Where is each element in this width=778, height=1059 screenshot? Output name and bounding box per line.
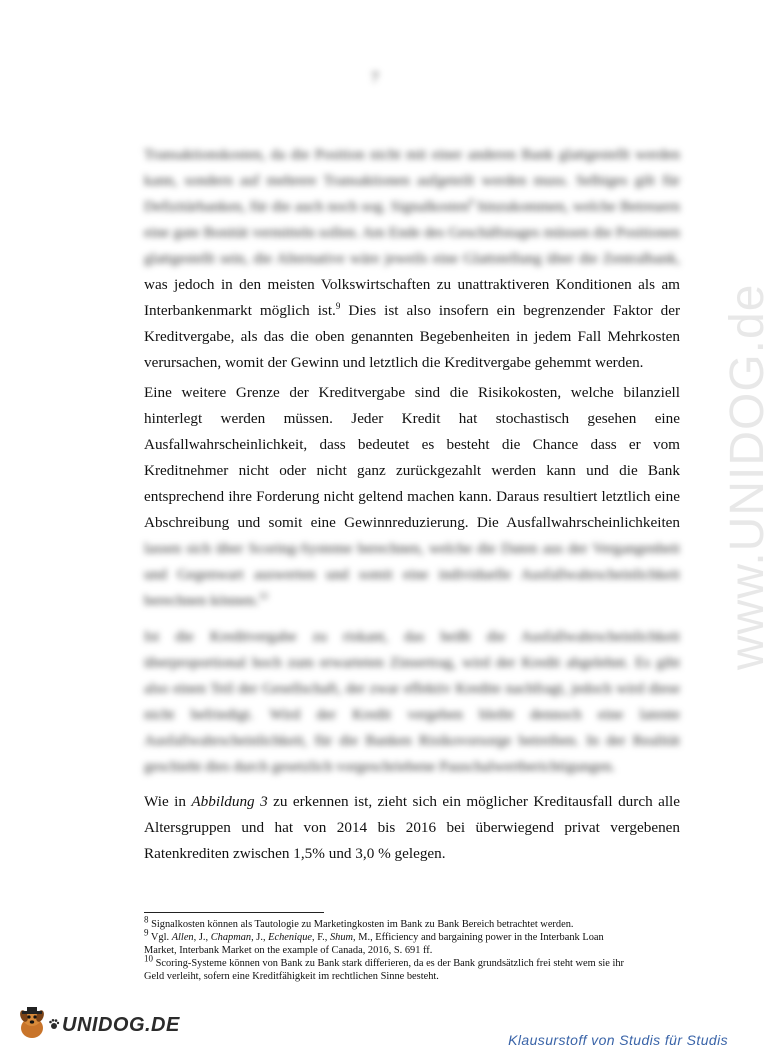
footnote-text: , J., bbox=[193, 932, 211, 943]
text-line: und Gegenwart auswerten und somit eine individuelle Ausfallwahrscheinlichkeit bbox=[144, 566, 680, 583]
text-line: hinterlegt werden müssen. Jeder Kredit hat stochastisch gesehen eine bbox=[144, 410, 680, 427]
footnote-9 bbox=[144, 927, 684, 957]
footnote-separator bbox=[144, 912, 324, 913]
unidog-logo[interactable] bbox=[16, 1006, 180, 1045]
text-line: geschieht dies durch gesetzlich vorgeschriebene Pauschalwertberichtigungen. bbox=[144, 758, 616, 775]
text-fragment: Defizitärbanken, für die auch noch sog. Signalkosten bbox=[144, 198, 470, 215]
text-line bbox=[144, 789, 680, 815]
footnote-text: Market, Interbank Market on the example of Canada, 2016, S. 691 ff. bbox=[144, 945, 433, 956]
footnote-number: 8 bbox=[144, 914, 149, 925]
footnote-text: Scoring-Systeme können von Bank zu Bank stark differieren, da es der Bank grundsätzlich frei steht wem sie ihr bbox=[153, 958, 625, 969]
footnote-8 bbox=[144, 914, 684, 931]
logo-text: UNIDOG.DE bbox=[62, 1014, 180, 1036]
footer-slogan: Klausurstoff von Studis für Studis bbox=[508, 1032, 728, 1048]
text-line: Kreditvergabe, als das die oben genannten Begebenheiten in jedem Fall Mehrkosten bbox=[144, 328, 680, 345]
text-fragment: Dies ist also insofern ein begrenzender Faktor der bbox=[340, 302, 681, 319]
text-line: Transaktionskosten, da die Position nicht mit einer anderen Bank glattgestellt werden bbox=[144, 146, 680, 163]
text-fragment: berechnen können. bbox=[144, 592, 259, 609]
paw-icon bbox=[48, 1017, 60, 1035]
text-line: Altersgruppen und hat von 2014 bis 2016 bei überwiegend privat vergebenen bbox=[144, 819, 680, 836]
text-line: lassen sich über Scoring-Systeme berechnen, welche die Daten aus der Vergangenheit bbox=[144, 540, 680, 557]
text-line: Ausfallwahrscheinlichkeit, für die Banken Risikovorsorge betreiben. In der Realität bbox=[144, 732, 680, 749]
watermark: www.UNIDOG.de bbox=[721, 283, 774, 670]
author-name: Shum bbox=[329, 932, 354, 943]
footnote-10 bbox=[144, 953, 684, 983]
footnote-number: 9 bbox=[144, 927, 149, 938]
footnote-text: , M., Efficiency and bargaining power in the Interbank Loan bbox=[353, 932, 604, 943]
author-name: Allen bbox=[171, 932, 194, 943]
text-line bbox=[144, 298, 680, 324]
text-line bbox=[144, 588, 680, 614]
text-line: also einen Teil der Gesellschaft, der zwar effektiv Kredite nachfragt, jedoch wird diese bbox=[144, 680, 680, 697]
text-line: kann, sondern auf mehrere Transaktionen aufgeteilt werden muss. Selbiges gilt für bbox=[144, 172, 680, 189]
footnote-text: Vgl. bbox=[148, 932, 172, 943]
text-fragment: Interbankenmarkt möglich ist. bbox=[144, 302, 336, 319]
author-name: Chapman bbox=[210, 932, 252, 943]
page-number: 7 bbox=[371, 70, 379, 86]
text-line: entsprechend ihre Forderung nicht geltend machen kann. Daraus resultiert letztlich eine bbox=[144, 488, 680, 505]
footnote-text: , F., bbox=[312, 932, 330, 943]
footnote-text: Geld verleiht, sofern eine Kreditfähigkeit im rechtlichen Sinne besteht. bbox=[144, 971, 439, 982]
text-line: nicht befriedigt. Wird der Kredit vergeben bleibt dennoch eine latente bbox=[144, 706, 680, 723]
footnote-ref: 8 bbox=[469, 196, 474, 207]
text-line: überproportional hoch zum erwarteten Zinsertrag, wird der Kredit abgelehnt. Es gibt bbox=[144, 654, 680, 671]
text-line: Ratenkrediten zwischen 1,5% und 3,0 % gelegen. bbox=[144, 845, 446, 862]
footnote-text: Signalkosten können als Tautologie zu Marketingkosten im Bank zu Bank Bereich betrachtet werden. bbox=[148, 919, 574, 930]
paragraph-3 bbox=[144, 624, 680, 780]
text-fragment: hinzukommen, welche Betreuern bbox=[473, 198, 680, 215]
dog-mascot-icon bbox=[16, 1006, 48, 1045]
footnote-ref: 10 bbox=[258, 590, 268, 601]
text-line: Eine weitere Grenze der Kreditvergabe sind die Risikokosten, welche bilanziell bbox=[144, 384, 680, 401]
text-line: Ist die Kreditvergabe zu riskant, das heißt die Ausfallwahrscheinlichkeit bbox=[144, 628, 680, 645]
footnote-ref: 9 bbox=[335, 300, 341, 311]
text-fragment: Wie in bbox=[144, 793, 192, 810]
text-line: verursachen, womit der Gewinn und letztlich die Kreditvergabe gehemmt werden. bbox=[144, 354, 644, 371]
paragraph-4 bbox=[144, 789, 680, 867]
paragraph-1 bbox=[144, 142, 680, 376]
text-line bbox=[144, 194, 680, 220]
footnotes bbox=[144, 914, 684, 983]
text-line: Ausfallwahrscheinlichkeit, dass bedeutet es besteht die Chance dass er vom bbox=[144, 436, 680, 453]
text-line: eine gute Bonität vermitteln sollen. Am Ende des Geschäftstages müssen die Positionen bbox=[144, 224, 680, 241]
text-line: glattgestellt sein, die Alternative wäre jeweils eine Glattstellung über die Zentralbank, bbox=[144, 250, 680, 267]
paragraph-2 bbox=[144, 380, 680, 614]
text-line: was jedoch in den meisten Volkswirtschaften zu unattraktiveren Konditionen als am bbox=[144, 276, 680, 293]
figure-reference: Abbildung 3 bbox=[191, 793, 268, 810]
text-line: Kreditnehmer nicht oder nicht ganz zurückgezahlt werden kann und die Bank bbox=[144, 462, 680, 479]
footnote-number: 10 bbox=[144, 953, 153, 964]
text-fragment: zu erkennen ist, zieht sich ein möglicher Kreditausfall durch alle bbox=[267, 793, 681, 810]
footnote-text: , J., bbox=[251, 932, 269, 943]
text-line: Abschreibung und somit eine Gewinnreduzierung. Die Ausfallwahrscheinlichkeiten bbox=[144, 514, 680, 531]
author-name: Echenique bbox=[268, 932, 313, 943]
